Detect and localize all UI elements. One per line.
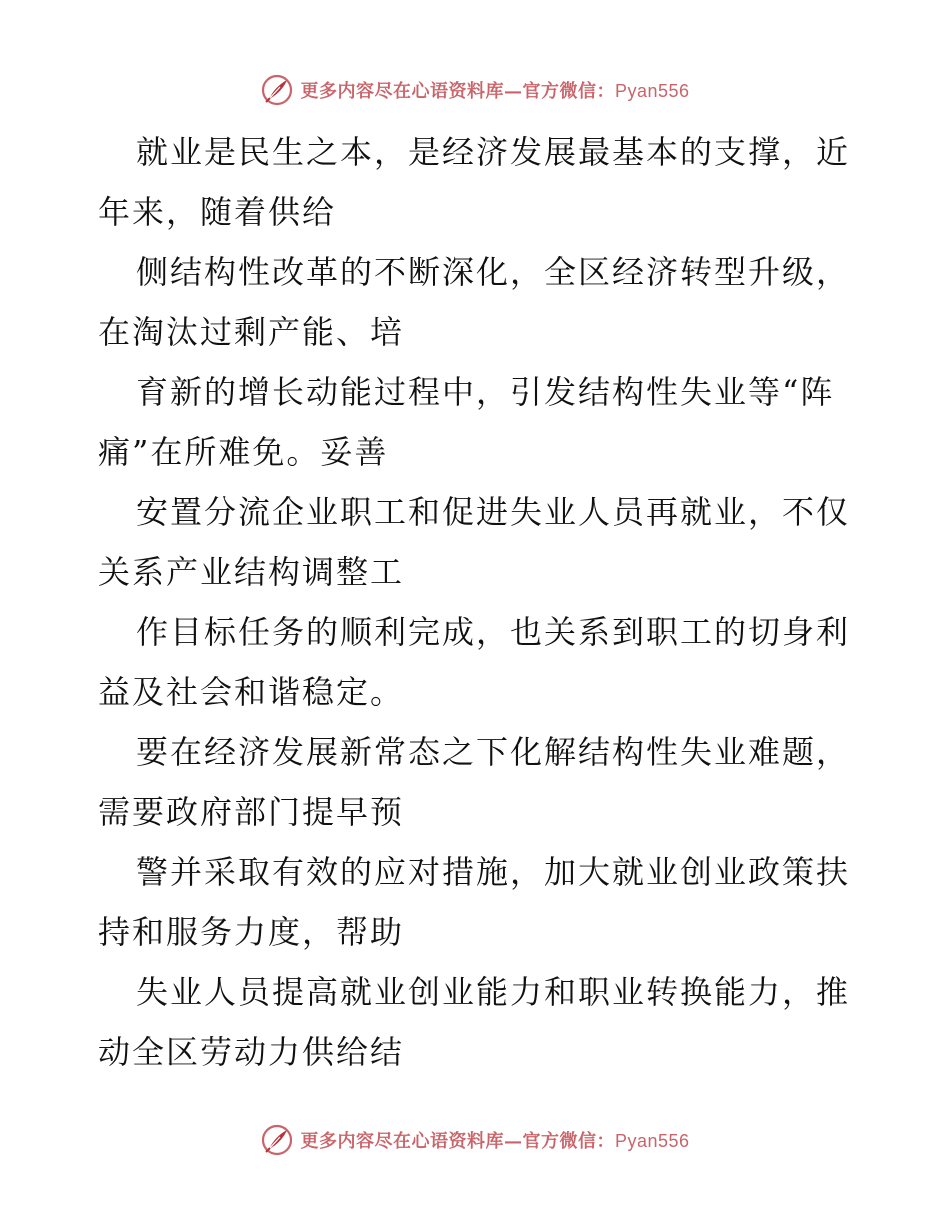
paragraph-4: 安置分流企业职工和促进失业人员再就业，不仅关系产业结构调整工 — [98, 493, 851, 591]
header-wechat-id: Pyan556 — [614, 81, 690, 101]
header-banner-text: 更多内容尽在心语资料库—官方微信： — [300, 81, 615, 102]
paragraph-8: 失业人员提高就业创业能力和职业转换能力，推动全区劳动力供给结 — [98, 973, 851, 1071]
footer-banner-text: 更多内容尽在心语资料库—官方微信： — [300, 1131, 615, 1152]
paragraph-1: 就业是民生之本，是经济发展最基本的支撑，近年来，随着供给 — [98, 133, 851, 231]
header-banner — [0, 70, 950, 110]
paragraph-6: 要在经济发展新常态之下化解结构性失业难题，需要政府部门提早预 — [98, 733, 851, 831]
feather-pen-logo-icon — [260, 1123, 294, 1157]
footer-banner — [0, 1120, 950, 1160]
paragraph-5: 作目标任务的顺利完成，也关系到职工的切身利益及社会和谐稳定。 — [98, 613, 851, 711]
document-body — [98, 122, 858, 1082]
paragraph-2: 侧结构性改革的不断深化，全区经济转型升级，在淘汰过剩产能、培 — [98, 253, 851, 351]
feather-pen-logo-icon — [260, 73, 294, 107]
paragraph-3: 育新的增长动能过程中，引发结构性失业等“阵痛”在所难免。妥善 — [98, 373, 835, 471]
paragraph-7: 警并采取有效的应对措施，加大就业创业政策扶持和服务力度，帮助 — [98, 853, 851, 951]
footer-wechat-id: Pyan556 — [614, 1131, 690, 1151]
